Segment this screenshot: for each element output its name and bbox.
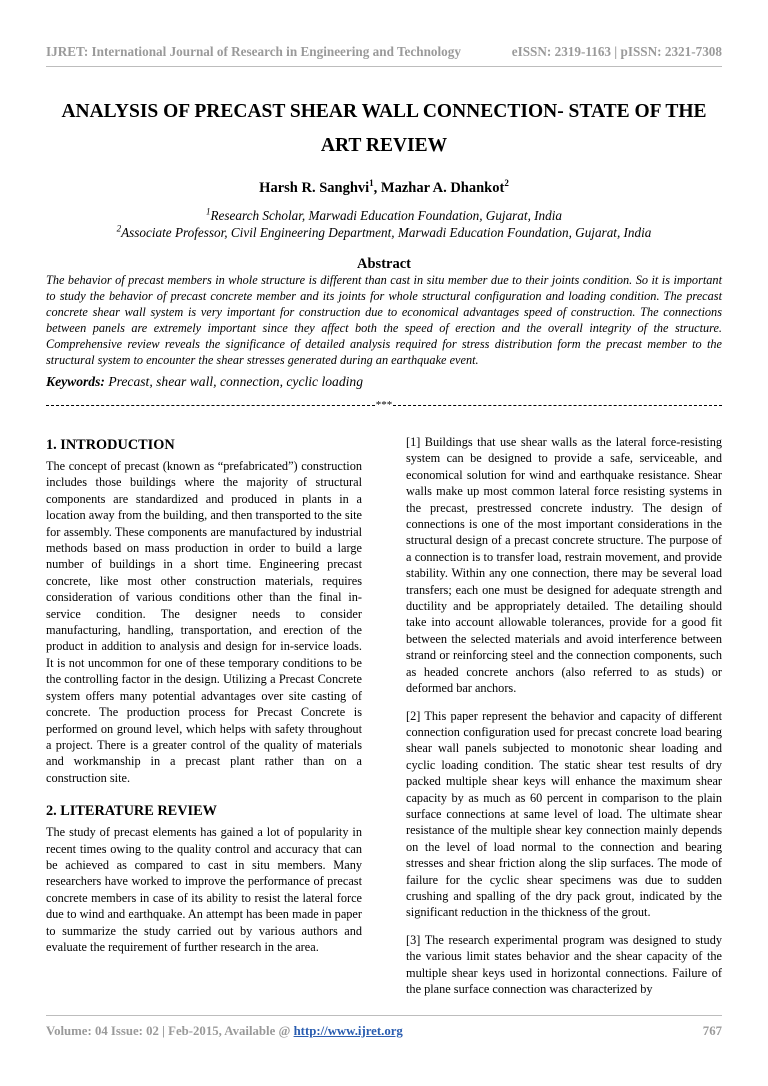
page-number: 767 [702, 1024, 722, 1038]
affiliation-1: $^1$Research Scholar, Marwadi Education Foundation, Gujarat, India [205, 206, 562, 223]
introduction-paragraph: The concept of precast (known as “prefabricated”) construction includes those buildings where the majority of structural components are standardized and produced in plants in a location away from the building, and then transported to the site for assembly. These components are manufactured by industrial methods based on mass production in order to build a large number of buildings in a short time. Engineering precast concrete, like most other construction materials, requires consideration of various conditions other than the final in-service condition. The designer needs to consider manufacturing, handling, transportation, and erection of the product in addition to analysis and design for in-service loads. It is not uncommon for one of these temporary conditions to be the controlling factor in the design. Utilizing a Precast Concrete system offers many potential advantages over site casting of concrete. The production process for Precast Concrete is performed on ground level, which helps with safety throughout a project. There is a greater control of the quality of materials and workmanship in a precast plant rather than on a construction site. [46, 459, 362, 785]
keywords-label: Keywords: [46, 374, 105, 389]
keywords [46, 374, 722, 390]
author-list: Harsh R. Sanghvi$^1$, Mazhar A. Dhankot$^2$ [259, 178, 509, 196]
keywords-text: Precast, shear wall, connection, cyclic loading [108, 374, 364, 389]
literature-review-paragraph: The study of precast elements has gained a lot of popularity in recent times owing to the quality control and accuracy that can be achieved as compared to cast in situ members. Many researchers have worked to improve the performance of precast concrete members in case of its ability to resist the lateral force due to wind and earthquake. An attempt has been made in paper to summarize the study carried out by various authors and evaluate the requirement of further research in the area. [46, 825, 362, 954]
section-heading-introduction: 1. INTRODUCTION [46, 437, 175, 453]
paper-title: ANALYSIS OF PRECAST SHEAR WALL CONNECTION- STATE OF THE ART REVIEW [61, 101, 707, 156]
volume-info: Volume: 04 Issue: 02 | Feb-2015, Available @ http://www.ijret.org [46, 1024, 403, 1038]
separator-stars: *** [375, 399, 393, 411]
reference-paragraph-1: [1] Buildings that use shear walls as the lateral force-resisting system can be designed to provide a safe, serviceable, and economical solution for wind and earthquake resistance. Shear walls make up most common lateral force resisting systems in the precast, prestressed concrete industry. The design of connections is one of the most important considerations in the structural design of a precast concrete structure. The purpose of a connection is to transfer load, restrain movement, and provide stability. Within any one connection, there may be several load transfers; each one must be designed for adequate strength and ductility and be appropriately detailed. The detailing should take into account allowable tolerances, provide for a good fit between the selected materials and avoid interference between strand or reinforcing steel and the connection components, such as headed concrete anchors (also referred to as studs) or deformed bar anchors. [406, 435, 722, 696]
reference-paragraph-3: [3] The research experimental program was designed to study the various limit states behavior and the shear capacity of the multiple shear keys used in horizontal connections. Failure of the plane surface connection was characterized by [406, 932, 722, 996]
affiliation-2: $^2$Associate Professor, Civil Engineering Department, Marwadi Education Foundation, Gujarat, India [116, 223, 652, 240]
running-header [46, 44, 722, 68]
author-name: Mazhar A. Dhankot [380, 180, 505, 196]
footer-divider [46, 1015, 722, 1016]
issn-info: eISSN: 2319-1163 | pISSN: 2321-7308 [511, 44, 722, 59]
abstract-text: The behavior of precast members in whole structure is different than cast in situ member due to their joints condition. So it is important to study the behavior of precast concrete member and its joints for whole structural configuration and loading condition. The precast concrete shear wall system is very important for construction due to economical advantages speed of construction. The connections between panels are extremely important since they affect both the speed of erection and the overall integrity of the structure. Comprehensive review reveals the significance of detailed analysis required for stress distribution form the precast member to the structural system to encounter the shear stresses generated during an earthquake event. [46, 273, 722, 367]
author-name: Harsh R. Sanghvi [259, 180, 370, 196]
section-heading-literature-review: 2. LITERATURE REVIEW [46, 803, 217, 820]
section-separator [46, 398, 722, 412]
header-divider [46, 66, 722, 67]
journal-link[interactable]: http://www.ijret.org [293, 1024, 403, 1038]
abstract-heading: Abstract [357, 256, 411, 272]
journal-name: IJRET: International Journal of Research in Engineering and Technology [46, 44, 461, 59]
author-affiliation-marker: 1 [369, 178, 374, 189]
left-column [46, 436, 362, 966]
author-affiliation-marker: 2 [504, 178, 509, 189]
reference-paragraph-2: [2] This paper represent the behavior and capacity of different connection configuration used for precast concrete load bearing shear wall panels subjected to monotonic shear loading and cyclic loading condition. The static shear test results of dry packed multiple shear keys will enhance the maximum shear capacity by as much as 60 percent in comparison to the plain surface connections at same level of load. The ultimate shear resistance of the multiple shear key connection mainly depends on the level of load normal to the connection and bearing stresses and shear friction along the slip surfaces. The mode of failure for the cyclic shear specimens was due to sudden crushing and spalling of the dry pack grout, indicated by the significant reduction in the thickness of the grout. [406, 708, 722, 920]
right-column [406, 434, 722, 1008]
